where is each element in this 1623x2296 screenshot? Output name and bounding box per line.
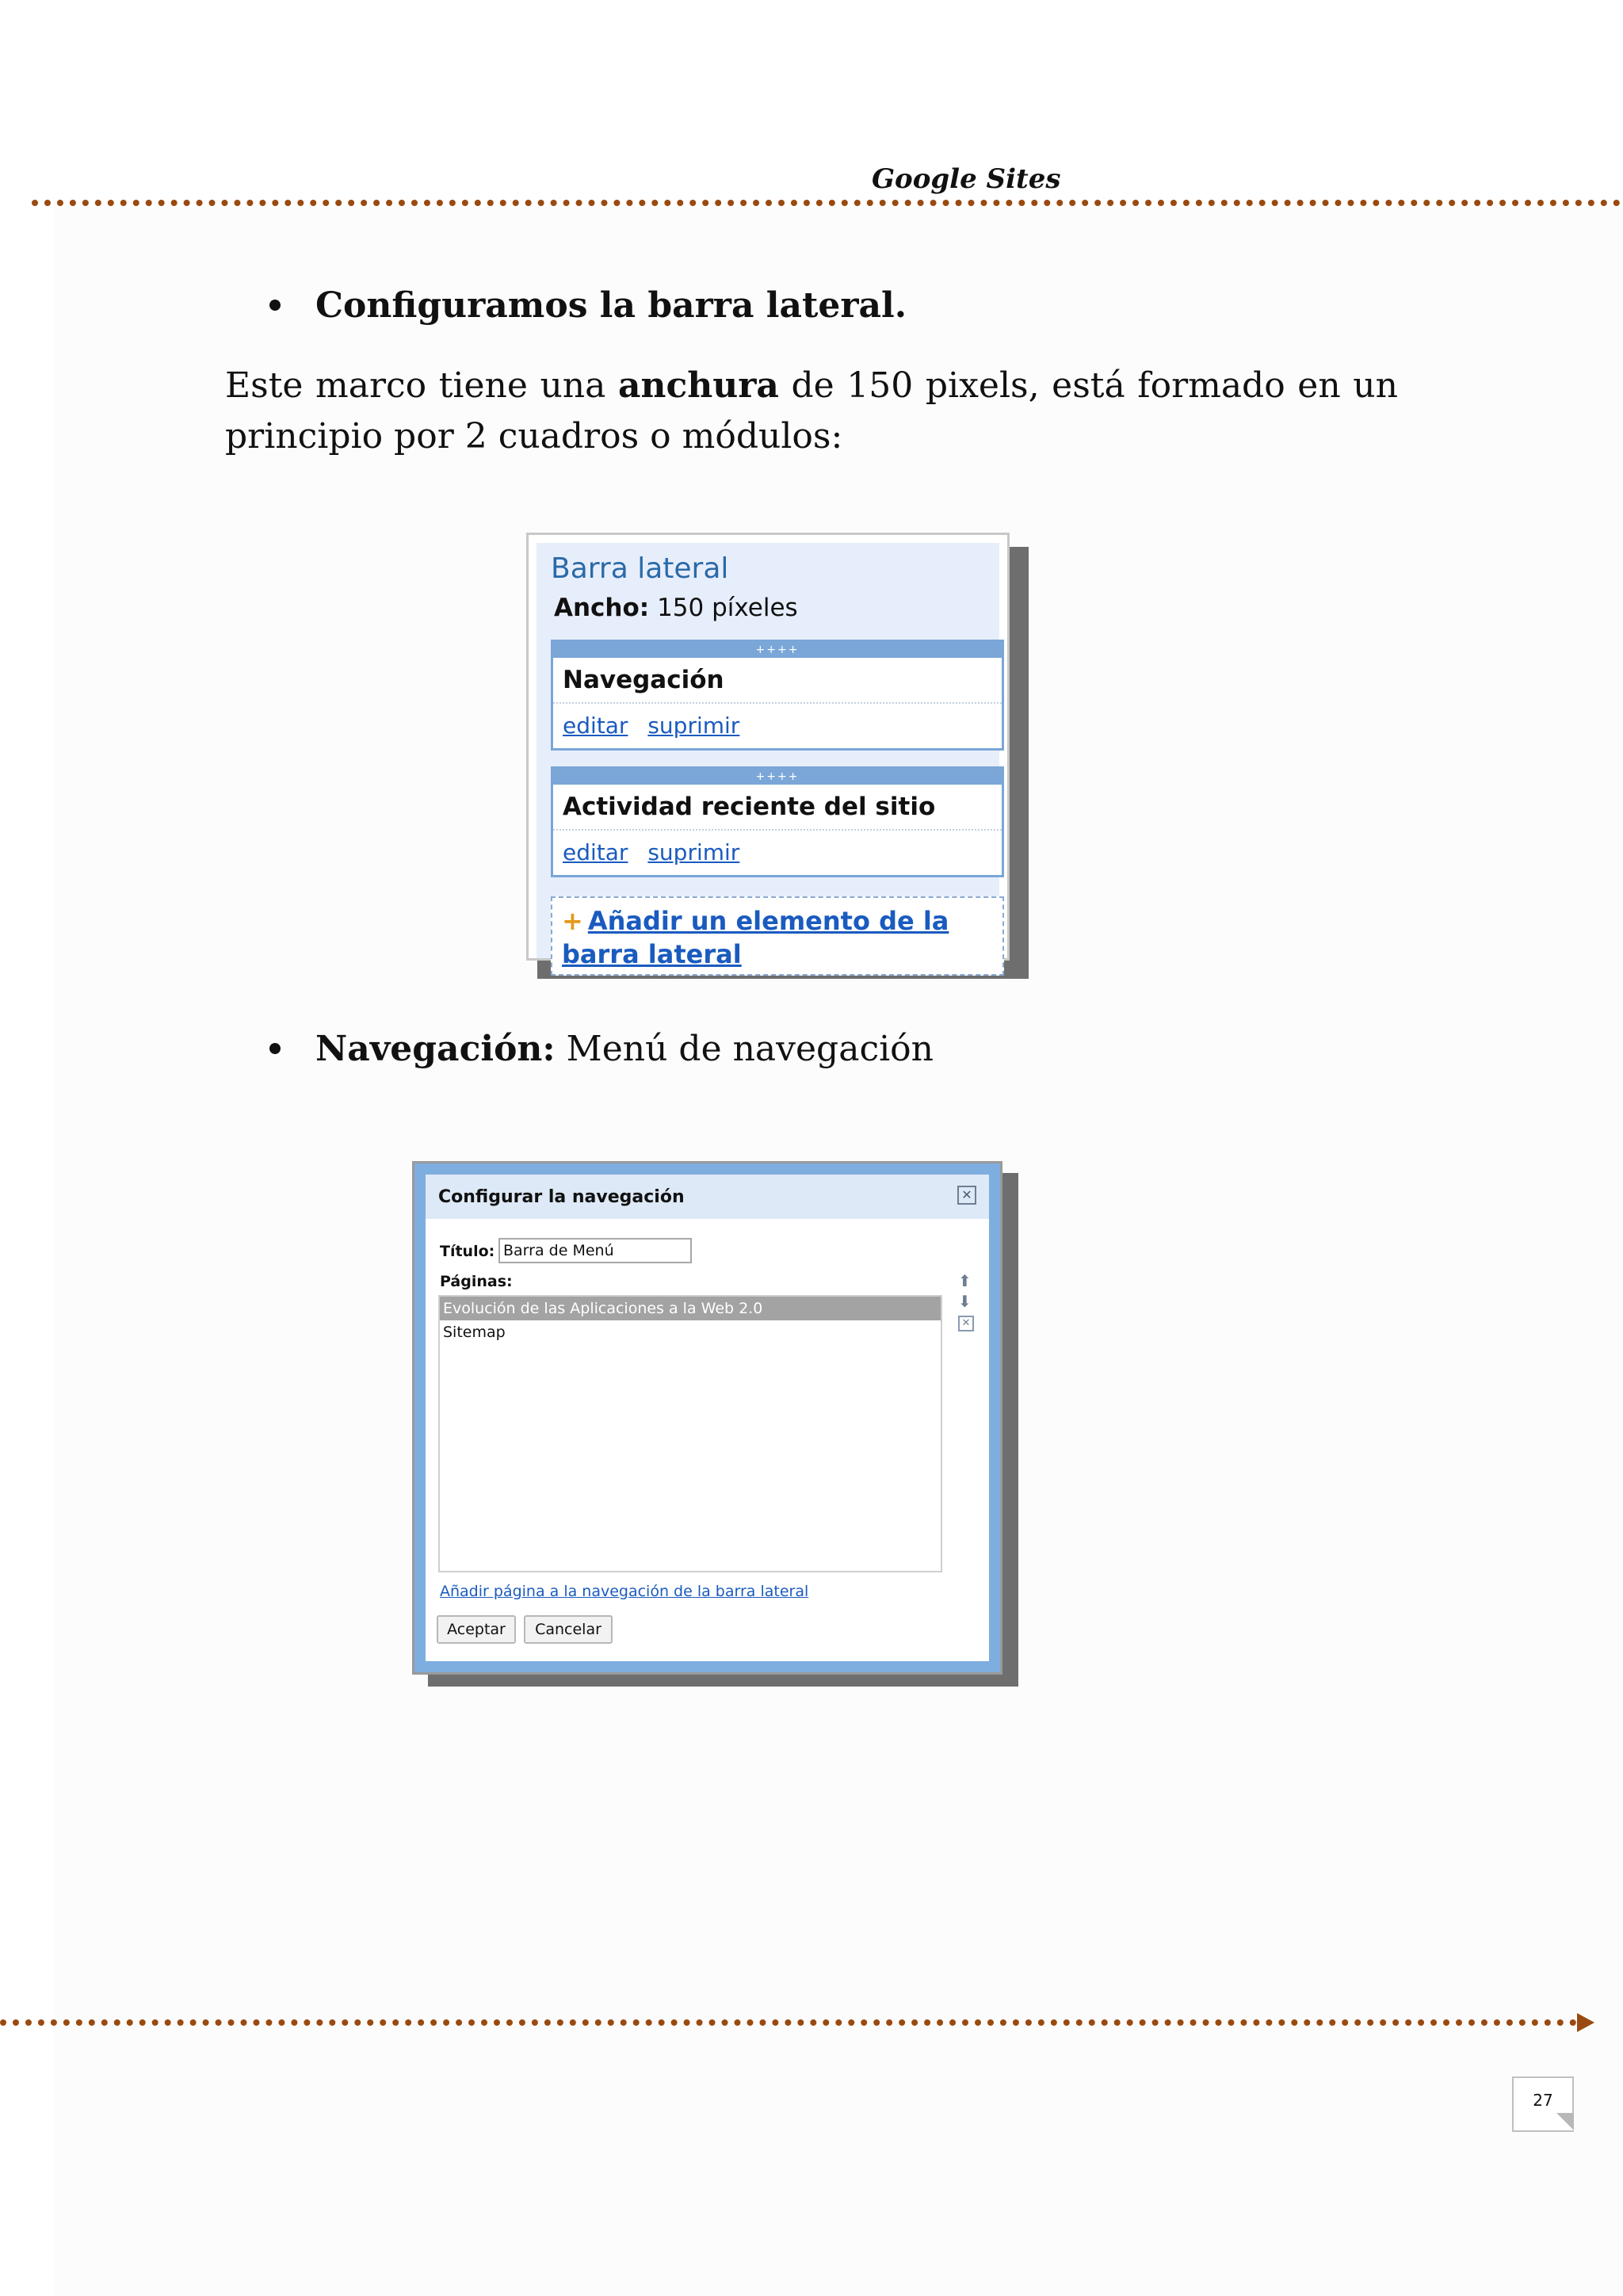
word-bold: anchura (617, 365, 779, 406)
page-curl-icon (1556, 2113, 1574, 2130)
move-down-icon[interactable]: ⬇ (958, 1292, 972, 1311)
word: en (1297, 365, 1341, 406)
close-icon[interactable]: ✕ (957, 1186, 976, 1205)
module-actividad-reciente[interactable] (551, 766, 1004, 877)
accept-button[interactable]: Aceptar (437, 1615, 516, 1644)
remove-icon[interactable]: ✕ (958, 1316, 974, 1331)
page-number: 27 (1512, 2076, 1574, 2132)
add-sidebar-element-link[interactable]: Añadir un elemento de la barra lateral (562, 906, 949, 969)
add-sidebar-element[interactable] (551, 896, 1004, 976)
add-page-link[interactable]: Añadir página a la navegación de la barra lateral (440, 1583, 809, 1600)
drag-handle[interactable]: ++++ (553, 642, 1002, 658)
nav-dialog (426, 1175, 989, 1661)
paragraph-line-1 (225, 361, 1398, 411)
word: pixels, (925, 365, 1040, 406)
word: 150 (846, 365, 914, 406)
move-up-icon[interactable]: ⬆ (958, 1271, 972, 1290)
header-dotted-rule (32, 200, 1621, 206)
list-item[interactable]: Sitemap (443, 1324, 506, 1341)
word: una (540, 365, 606, 406)
title-input[interactable]: Barra de Menú (498, 1238, 692, 1263)
title-label: Título: (440, 1243, 495, 1260)
delete-link[interactable]: suprimir (647, 839, 740, 865)
bullet-dot (269, 1043, 281, 1054)
dialog-header (426, 1175, 989, 1219)
width-value: 150 píxeles (657, 594, 798, 622)
sidebar-title: Barra lateral (551, 552, 729, 585)
module-name: Navegación (553, 658, 1002, 704)
bullet-configure-sidebar (269, 285, 907, 326)
nav-dialog-screenshot (412, 1161, 1002, 1675)
drag-handle[interactable]: ++++ (553, 769, 1002, 785)
word: Este (225, 365, 304, 406)
word: formado (1137, 365, 1285, 406)
plus-icon: + (562, 906, 583, 936)
bullet-text: Menú de navegación (555, 1029, 934, 1069)
bullet-dot (269, 300, 281, 311)
arrow-icon (1577, 2013, 1594, 2032)
module-links (553, 831, 1002, 875)
edit-link[interactable]: editar (563, 839, 628, 865)
sidebar-width (554, 594, 798, 622)
pages-label: Páginas: (440, 1273, 513, 1290)
edit-link[interactable]: editar (563, 712, 628, 739)
running-header-title: Google Sites (872, 163, 1061, 195)
paragraph-sidebar-description (225, 361, 1398, 462)
pages-list[interactable] (438, 1295, 942, 1572)
list-item[interactable]: Evolución de las Aplicaciones a la Web 2.0 (440, 1297, 941, 1320)
word: un (1353, 365, 1398, 406)
module-links (553, 704, 1002, 748)
footer-dotted-rule (0, 2019, 1577, 2026)
sidebar-panel (537, 543, 999, 969)
width-label: Ancho: (554, 594, 650, 622)
paragraph-line-2: principio por 2 cuadros o módulos: (225, 416, 843, 457)
word: marco (315, 365, 427, 406)
word: está (1052, 365, 1125, 406)
cancel-button[interactable]: Cancelar (524, 1615, 613, 1644)
module-name: Actividad reciente del sitio (553, 785, 1002, 831)
sidebar-screenshot (526, 533, 1010, 969)
bullet-navegacion (269, 1029, 934, 1069)
module-navegacion[interactable] (551, 640, 1004, 751)
dialog-title: Configurar la navegación (438, 1187, 685, 1207)
delete-link[interactable]: suprimir (647, 712, 740, 739)
word: de (791, 365, 834, 406)
bullet-heading: Configuramos la barra lateral. (315, 285, 907, 326)
bullet-label: Navegación: (315, 1029, 556, 1069)
word: tiene (438, 365, 528, 406)
